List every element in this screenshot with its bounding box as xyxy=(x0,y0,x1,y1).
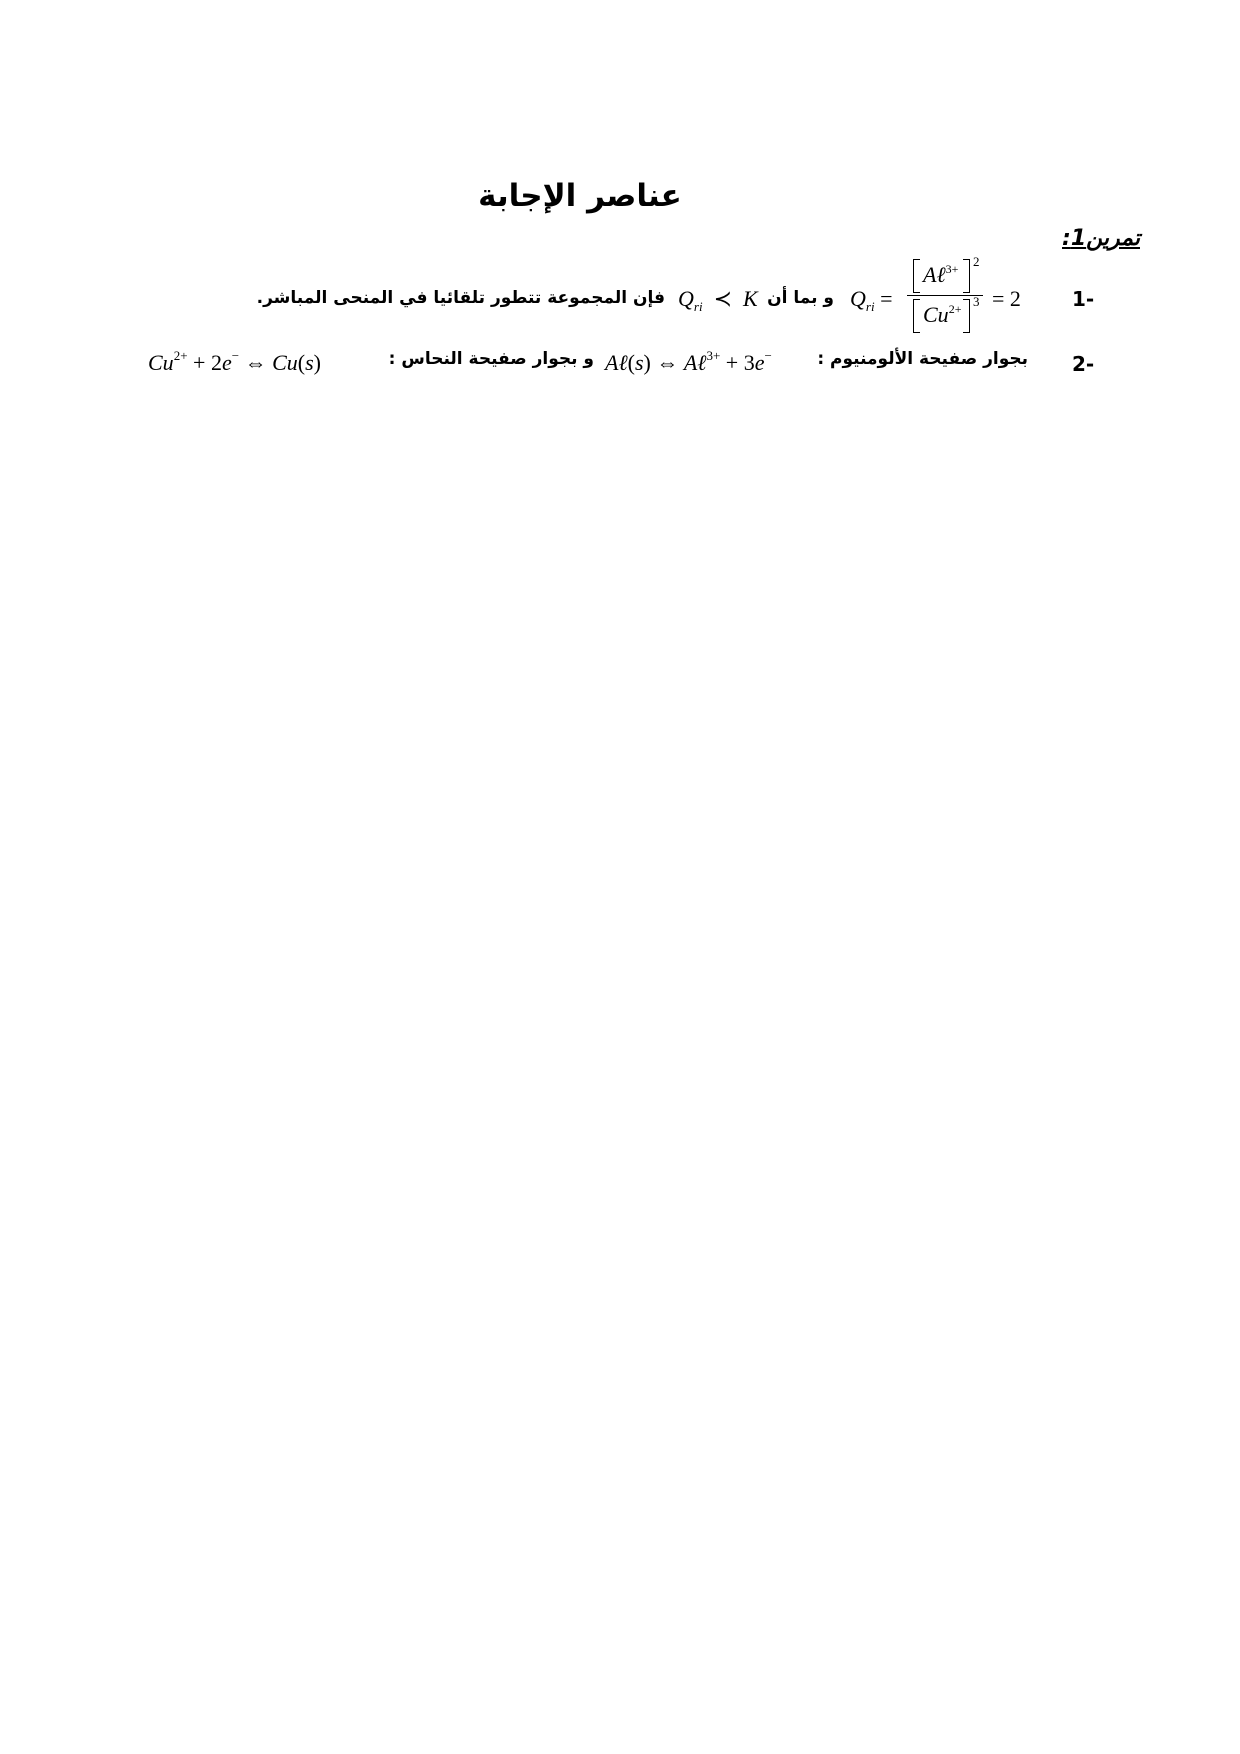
qri-equals: $Q_{ri}$ = xyxy=(850,286,893,314)
page-title: عناصر الإجابة xyxy=(478,178,682,214)
fraction-bar xyxy=(907,295,983,296)
item-number-1: 1- xyxy=(1072,287,1095,311)
exercise-heading: تمرين1: xyxy=(1062,226,1140,251)
aluminium-half-equation: Aℓ(s) ⇔ Aℓ$^{3+}$ + 3e− xyxy=(605,348,772,375)
item-2-copper-label: و بجوار صفيحة النحاس : xyxy=(388,349,594,369)
item-2-aluminium-label: بجوار صفيحة الألومنيوم : xyxy=(817,349,1028,369)
equals-two: = 2 xyxy=(992,286,1021,311)
fraction-numerator: Aℓ$^{3+}$ 2 xyxy=(905,258,985,294)
item-number-2: 2- xyxy=(1072,352,1095,376)
copper-half-equation: $Cu^{2+} + 2e^-$ ⇔ Cu(s) xyxy=(148,348,321,375)
fraction-denominator: $Cu^{2+}$ 3 xyxy=(905,298,985,334)
qri-fraction xyxy=(905,254,985,338)
item-1-text-before-q: و بما أن xyxy=(767,288,834,308)
qri-less-than-k: $Q_{ri}$ ≺ K xyxy=(678,286,758,314)
item-1-conclusion: فإن المجموعة تتطور تلقائيا في المنحى المباشر. xyxy=(256,288,665,308)
